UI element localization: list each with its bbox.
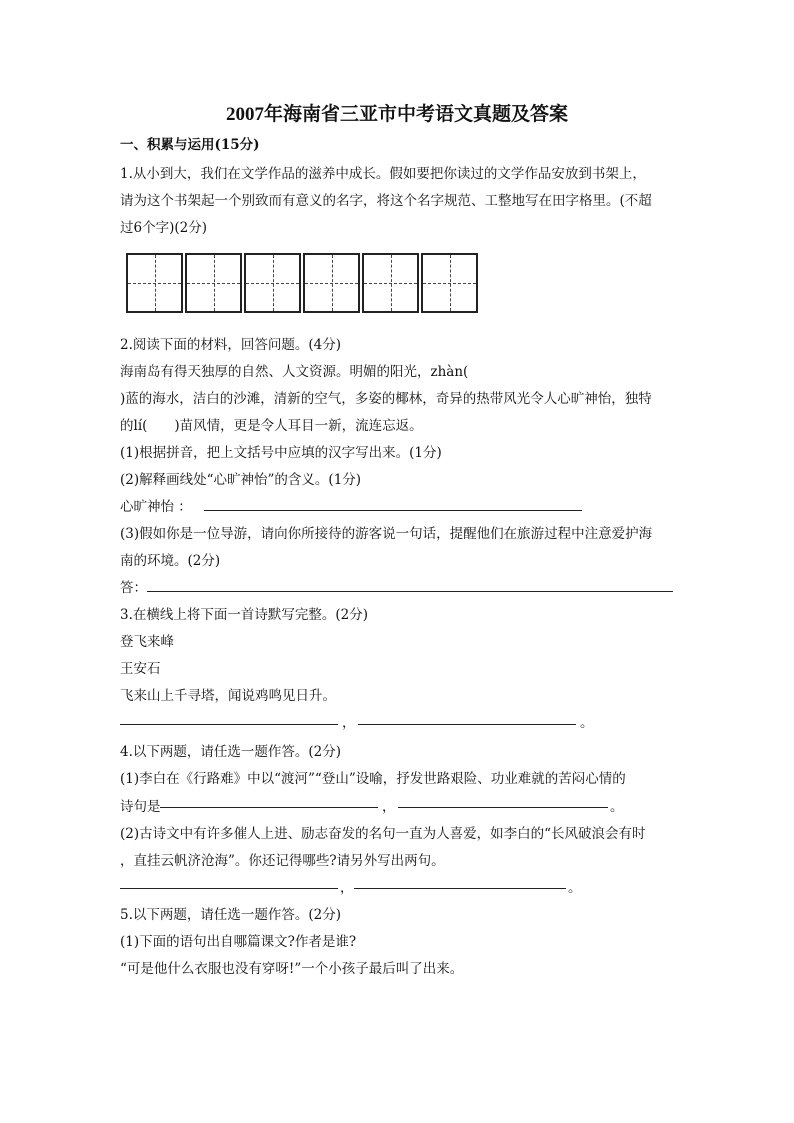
q4-sub1: 诗句是	[120, 799, 161, 815]
poem-line: 飞来山上千寻塔，闻说鸡鸣见日升。	[120, 688, 336, 704]
punctuation: 。	[580, 715, 594, 731]
answer-line[interactable]	[160, 807, 378, 808]
grid-cell[interactable]	[303, 253, 360, 313]
q2-sub3: 南的环境。(2分)	[120, 553, 221, 569]
punctuation: ，	[340, 880, 354, 896]
grid-cell[interactable]	[126, 253, 183, 313]
page-title: 2007年海南省三亚市中考语文真题及答案	[225, 104, 568, 125]
answer-line[interactable]	[120, 888, 338, 889]
q4-sub1: (1)李白在《行路难》中以“渡河”“登山”设喻，抒发世路艰险、功业难就的苦闷心情的	[120, 771, 626, 787]
answer-line[interactable]	[120, 724, 338, 725]
q2-passage: )蓝的海水，洁白的沙滩，清新的空气，多姿的椰林，奇异的热带风光令人心旷神怡，独特	[120, 391, 652, 407]
q5-sub1: (1)下面的语句出自哪篇课文?作者是谁?	[120, 934, 357, 950]
grid-cell[interactable]	[244, 253, 301, 313]
punctuation: ，	[342, 715, 356, 731]
answer-line[interactable]	[398, 807, 608, 808]
grid-cell[interactable]	[362, 253, 419, 313]
q2-passage: 的lí( )苗风情，更是令人耳目一新，流连忘返。	[120, 418, 423, 434]
q4-heading: 4.以下两题，请任选一题作答。(2分)	[120, 744, 342, 760]
q2-sub3: (3)假如你是一位导游，请向你所接待的游客说一句话，提醒他们在旅游过程中注意爱护海	[120, 526, 653, 542]
answer-line[interactable]	[204, 510, 582, 511]
q3-heading: 3.在横线上将下面一首诗默写完整。(2分)	[120, 607, 369, 623]
q1-text: 过6个字)(2分)	[120, 220, 207, 236]
q2-sub2-label: 心旷神怡 ：	[120, 499, 192, 515]
q4-sub2: (2)古诗文中有许多催人上进、励志奋发的名句一直为人喜爱，如李白的“长风破浪会有时	[120, 826, 646, 842]
q1-text: 1.从小到大，我们在文学作品的滋养中成长。假如要把你读过的文学作品安放到书架上，	[120, 166, 646, 182]
q4-sub2: ，直挂云帆济沧海”。你还记得哪些?请另外写出两句。	[120, 853, 445, 869]
q2-sub3-label: 答：	[120, 580, 147, 596]
punctuation: 。	[568, 880, 582, 896]
poem-author: 王安石	[120, 661, 161, 677]
poem-title: 登飞来峰	[120, 634, 174, 650]
q5-heading: 5.以下两题，请任选一题作答。(2分)	[120, 907, 342, 923]
punctuation: ，	[382, 799, 396, 815]
answer-line[interactable]	[147, 591, 673, 592]
grid-cell[interactable]	[185, 253, 242, 313]
answer-line[interactable]	[354, 888, 566, 889]
q2-sub1: (1)根据拼音，把上文括号中应填的汉字写出来。(1分)	[120, 445, 442, 461]
q2-heading: 2.阅读下面的材料，回答问题。(4分)	[120, 337, 342, 353]
grid-cell[interactable]	[421, 253, 478, 313]
punctuation: 。	[610, 799, 624, 815]
q2-sub2: (2)解释画线处“心旷神怡”的含义。(1分)	[120, 472, 362, 488]
q2-passage: 海南岛有得天独厚的自然、人文资源。明媚的阳光，zhàn(	[120, 364, 469, 380]
answer-line[interactable]	[358, 724, 576, 725]
q5-quote: “可是他什么衣服也没有穿呀!”一个小孩子最后叫了出来。	[120, 961, 464, 977]
section-heading: 一、积累与运用(15分)	[120, 137, 260, 153]
q1-text: 请为这个书架起一个别致而有意义的名字，将这个名字规范、工整地写在田字格里。(不超	[120, 193, 652, 209]
tianzige-grid[interactable]	[126, 253, 480, 313]
